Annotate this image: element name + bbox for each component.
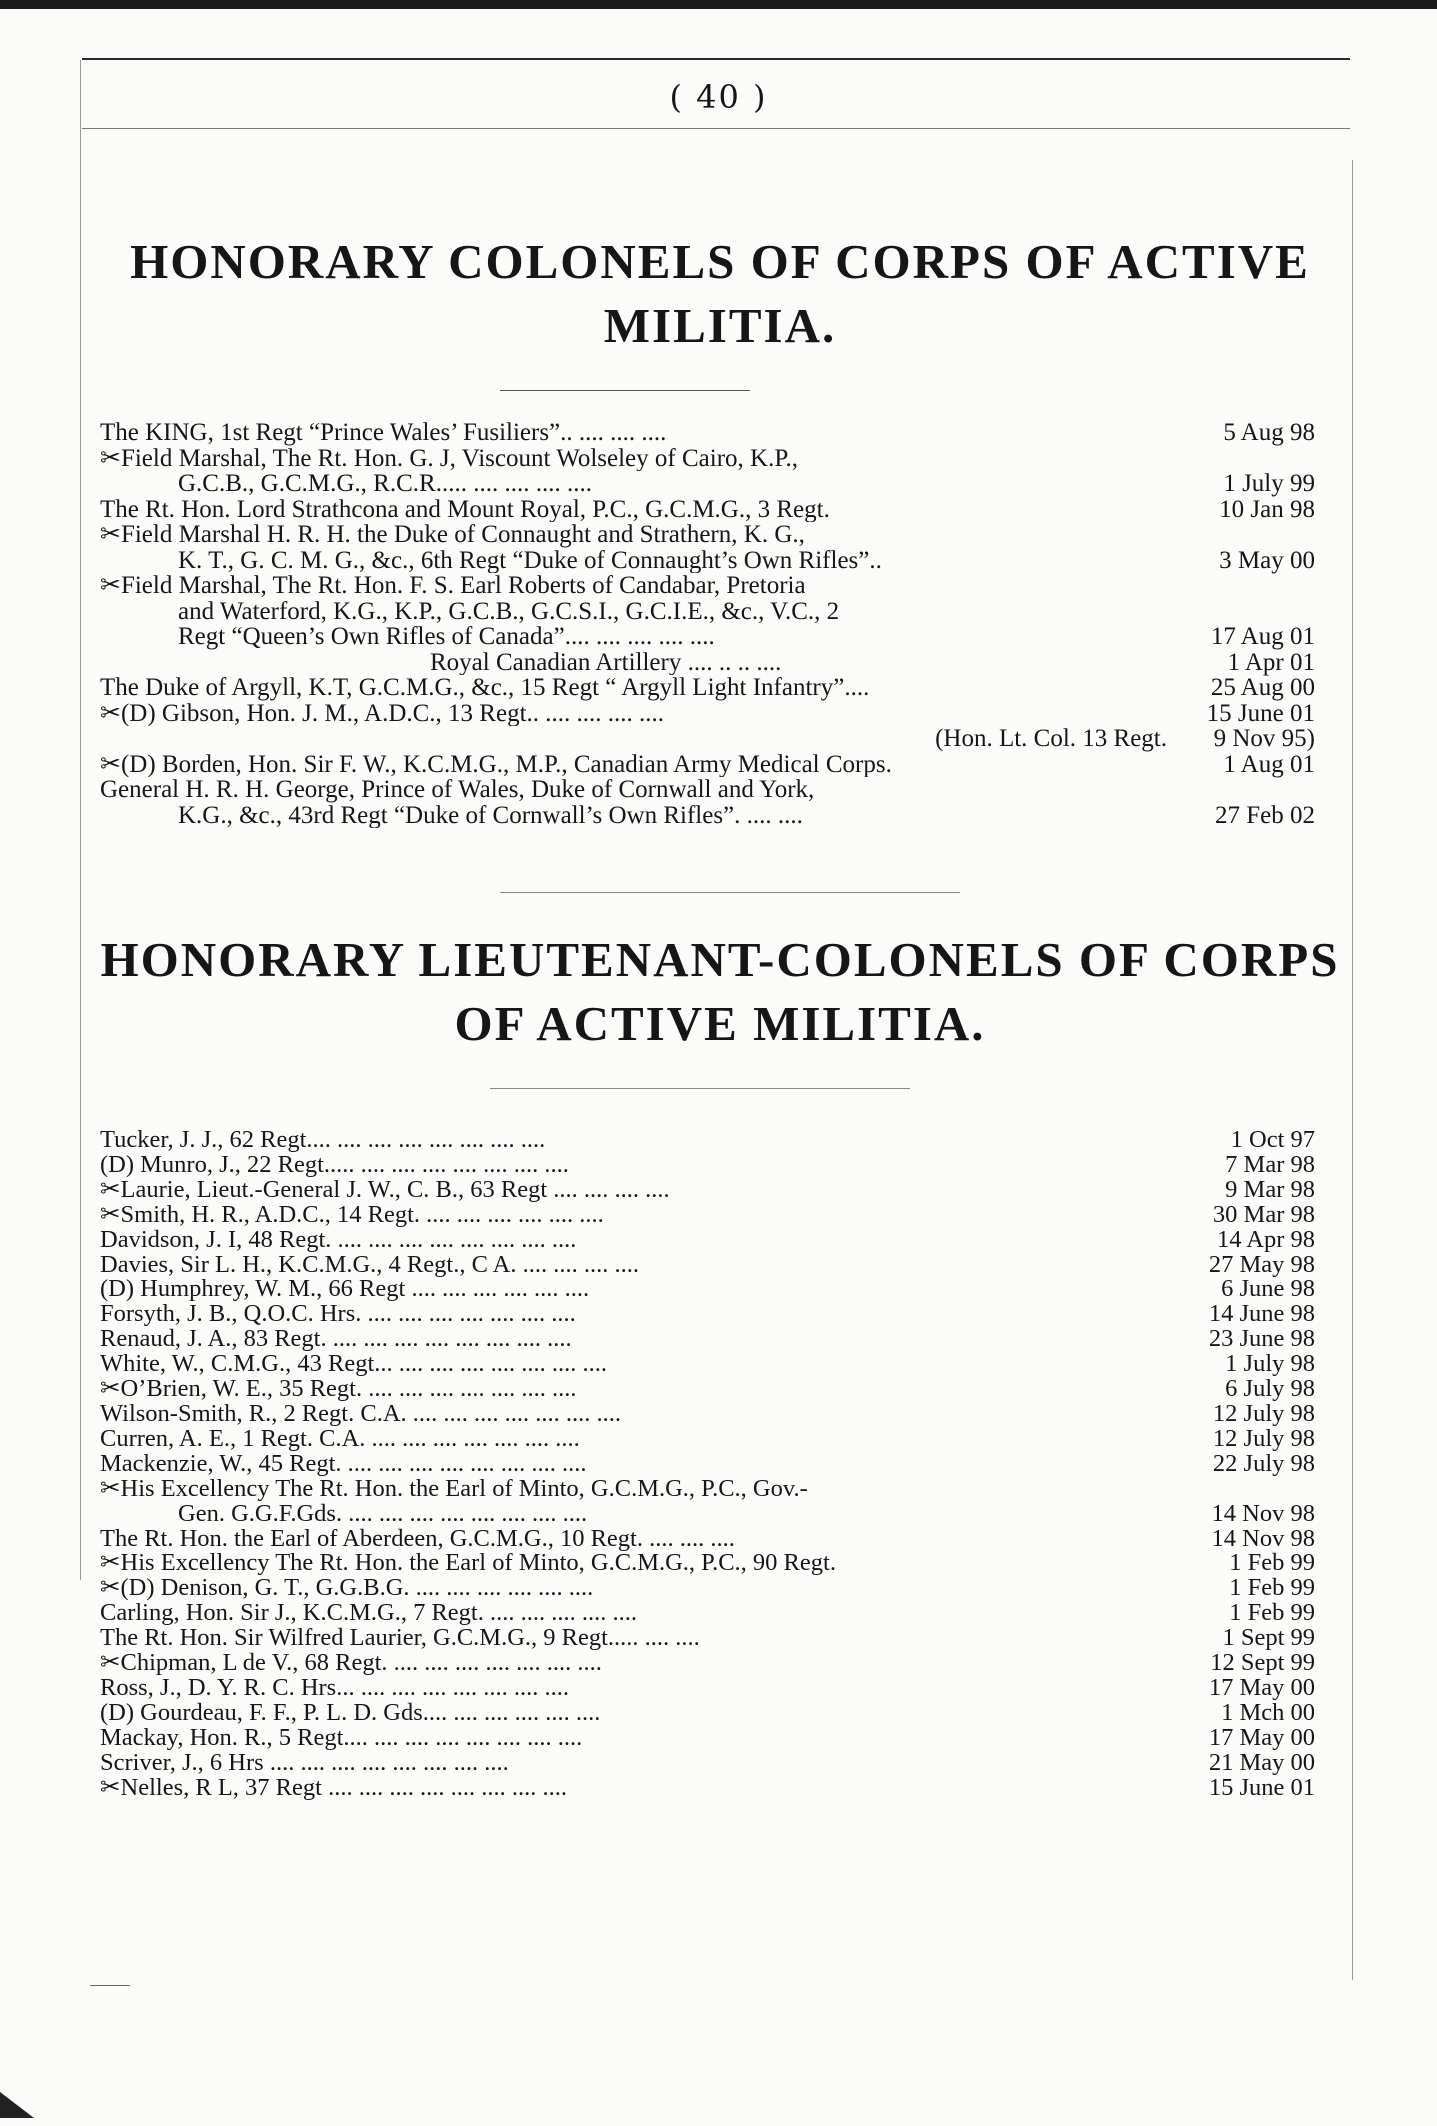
bottom-tick [90,1985,130,1986]
list-item [100,1225,1315,1253]
entry-text: Mackay, Hon. R., 5 Regt.... .... .... .... .... .... .... .... [100,1725,583,1751]
entry-date: 7 Mar 98 [1225,1150,1315,1178]
entry-text: Curren, A. E., 1 Regt. C.A. .... .... .... .... .... .... .... [100,1426,580,1452]
list-item [100,803,1315,829]
entry-date: 25 Aug 00 [1210,674,1315,701]
entry-text: (D) Humphrey, W. M., 66 Regt .... .... .... .... .... .... [100,1277,590,1303]
entry-text: ✂(D) Denison, G. T., G.G.B.G. .... .... .... .... .... .... [100,1576,594,1602]
section2-title [90,928,1350,1056]
list-item [100,471,1315,497]
section1-list [100,420,1315,828]
list-item [100,1698,1315,1726]
entry-text: (D) Munro, J., 22 Regt..... .... .... .... .... .... .... .... [100,1152,569,1178]
entry-date: 1 Feb 99 [1229,1574,1315,1602]
entry-text: Wilson-Smith, R., 2 Regt. C.A. .... .... .... .... .... .... .... [100,1401,622,1427]
entry-text: and Waterford, K.G., K.P., G.C.B., G.C.S.I., G.C.I.E., &c., V.C., 2 [178,598,840,624]
entry-text: Davies, Sir L. H., K.C.M.G., 4 Regt., C A. .... .... .... .... [100,1252,639,1278]
entry-text: ✂Chipman, L de V., 68 Regt. .... .... .... .... .... .... .... [100,1651,602,1676]
entry-date: 17 Aug 01 [1210,623,1315,650]
entry-text: (D) Gourdeau, F. F., P. L. D. Gds.... .... .... .... .... .... [100,1700,601,1726]
section2-list [100,1128,1315,1800]
list-item [100,1748,1315,1776]
entry-text: ✂Nelles, R L, 37 Regt .... .... .... .... .... .... .... .... [100,1775,567,1801]
list-item [100,777,1315,803]
entry-date: 1 July 99 [1223,470,1315,497]
section1-title [90,230,1350,358]
list-item [100,1673,1315,1701]
entry-text: Scriver, J., 6 Hrs .... .... .... .... .... .... .... .... [100,1750,509,1776]
left-margin-line [80,60,81,1580]
entry-text: The Duke of Argyll, K.T, G.C.M.G., &c., 15 Regt “ Argyll Light Infantry”.... [100,675,870,701]
entry-date: 14 Apr 98 [1217,1225,1315,1253]
list-item [100,1175,1315,1203]
entry-text: The Rt. Hon. Lord Strathcona and Mount Royal, P.C., G.C.M.G., 3 Regt. [100,496,830,522]
list-item [100,1399,1315,1427]
list-item [100,1250,1315,1278]
list-item [100,675,1315,701]
scan-top-border [0,0,1437,9]
entry-text: K. T., G. C. M. G., &c., 6th Regt “Duke of Connaught’s Own Rifles”.. [178,547,882,573]
list-item [100,1723,1315,1751]
entry-text: Gen. G.G.F.Gds. .... .... .... .... .... .... .... .... [178,1501,588,1527]
list-item [100,1200,1315,1228]
entry-text: General H. R. H. George, Prince of Wales, Duke of Cornwall and York, [100,777,815,803]
list-item [100,1499,1315,1527]
entry-text: ✂Field Marshal, The Rt. Hon. G. J, Viscount Wolseley of Cairo, K.P., [100,445,798,471]
entry-date: 1 Sept 99 [1222,1624,1315,1652]
entry-date: 1 Feb 99 [1229,1599,1315,1627]
entry-text: ✂His Excellency The Rt. Hon. the Earl of Minto, G.C.M.G., P.C., 90 Regt. [100,1551,836,1577]
list-item [100,420,1315,446]
list-item [100,1601,1315,1626]
entry-date: 14 Nov 98 [1211,1499,1315,1527]
page-number: ( 40 ) [669,78,768,116]
entry-date: 17 May 00 [1208,1723,1315,1751]
right-margin-line [1352,160,1353,1980]
entry-text: K.G., &c., 43rd Regt “Duke of Cornwall’s Own Rifles”. .... .... [178,802,803,828]
entry-text: G.C.B., G.C.M.G., R.C.R..... .... .... .... .... [178,471,592,497]
list-item [100,726,1315,752]
entry-text: The KING, 1st Regt “Prince Wales’ Fusiliers”.. .... .... .... [100,420,667,446]
list-item [100,701,1315,727]
entry-text: Royal Canadian Artillery .... .. .. .... [430,649,782,675]
entry-text: ✂(D) Borden, Hon. Sir F. W., K.C.M.G., M.P., Canadian Army Medical Corps. [100,751,892,777]
list-item [100,446,1315,472]
list-item [100,1424,1315,1452]
page-corner-mark [0,2092,34,2118]
entry-date: 9 Mar 98 [1225,1175,1315,1203]
entry-text: Regt “Queen’s Own Rifles of Canada”.... .... .... .... .... [178,624,715,650]
list-item [100,522,1315,548]
entry-text: ✂Laurie, Lieut.-General J. W., C. B., 63 Regt .... .... .... .... [100,1177,670,1203]
entry-date: 1 Aug 01 [1223,750,1315,778]
entry-date: 6 June 98 [1221,1275,1315,1303]
entry-date: 1 July 98 [1225,1350,1315,1378]
entry-text: Carling, Hon. Sir J., K.C.M.G., 7 Regt. .... .... .... .... .... [100,1601,637,1627]
list-item [100,1277,1315,1302]
entry-text: ✂His Excellency The Rt. Hon. the Earl of Minto, G.C.M.G., P.C., Gov.- [100,1476,808,1502]
list-item [100,1302,1315,1327]
entry-text: ✂Field Marshal H. R. H. the Duke of Connaught and Strathern, K. G., [100,522,805,548]
entry-text: The Rt. Hon. the Earl of Aberdeen, G.C.M.G., 10 Regt. .... .... .... [100,1526,735,1552]
entry-text: White, W., C.M.G., 43 Regt... .... .... .... .... .... .... .... [100,1352,608,1378]
list-item [100,1576,1315,1601]
section-separator [500,892,960,893]
entry-date: 22 July 98 [1212,1449,1315,1477]
entry-text: ✂O’Brien, W. E., 35 Regt. .... .... .... .... .... .... .... [100,1377,577,1402]
list-item [100,1651,1315,1676]
list-item [100,1449,1315,1477]
entry-date: 10 Jan 98 [1219,495,1315,523]
list-item [100,624,1315,650]
list-item [100,1352,1315,1377]
entry-date: 3 May 00 [1219,546,1315,574]
entry-text: (Hon. Lt. Col. 13 Regt. [935,726,1167,752]
list-item [100,650,1315,676]
header-rule [82,128,1350,129]
entry-text: The Rt. Hon. Sir Wilfred Laurier, G.C.M.G., 9 Regt..... .... .... [100,1626,700,1652]
list-item [100,1327,1315,1352]
entry-date: 23 June 98 [1208,1325,1315,1353]
entry-date: 30 Mar 98 [1212,1200,1315,1228]
section1-divider [500,390,750,391]
entry-date: 12 Sept 99 [1210,1649,1315,1677]
list-item [100,1477,1315,1502]
entry-text: Mackenzie, W., 45 Regt. .... .... .... .... .... .... .... .... [100,1451,587,1477]
list-item [100,1128,1315,1153]
entry-date: 15 June 01 [1208,1773,1315,1801]
entry-text: Ross, J., D. Y. R. C. Hrs... .... .... .... .... .... .... .... [100,1675,569,1701]
entry-date: 14 Nov 98 [1211,1524,1315,1552]
list-item [100,752,1315,778]
list-item [100,599,1315,625]
list-item [100,1551,1315,1576]
entry-date: 9 Nov 95) [1213,725,1315,752]
section1-title-line2: MILITIA. [603,298,837,353]
section1-title-line1: HONORARY COLONELS OF CORPS OF ACTIVE [130,234,1310,289]
entry-text: ✂(D) Gibson, Hon. J. M., A.D.C., 13 Regt.. .... .... .... .... [100,700,665,726]
entry-text: Renaud, J. A., 83 Regt. .... .... .... .... .... .... .... .... [100,1327,572,1353]
list-item [100,1524,1315,1552]
entry-text: Davidson, J. I, 48 Regt. .... .... .... .... .... .... .... .... [100,1227,577,1253]
entry-date: 6 July 98 [1225,1375,1315,1403]
section2-title-line1: HONORARY LIEUTENANT-COLONELS OF CORPS [100,932,1340,987]
section2-divider [490,1088,910,1089]
entry-date: 1 Oct 97 [1230,1126,1315,1153]
entry-date: 1 Apr 01 [1227,648,1315,676]
entry-date: 15 June 01 [1206,699,1315,727]
list-item [100,1150,1315,1178]
entry-text: ✂Field Marshal, The Rt. Hon. F. S. Earl Roberts of Candabar, Pretoria [100,573,806,599]
section2-title-line2: OF ACTIVE MILITIA. [454,996,986,1051]
entry-text: ✂Smith, H. R., A.D.C., 14 Regt. .... .... .... .... .... .... [100,1202,604,1228]
entry-text: Tucker, J. J., 62 Regt.... .... .... .... .... .... .... .... [100,1128,546,1153]
entry-text: Forsyth, J. B., Q.O.C. Hrs. .... .... .... .... .... .... .... [100,1302,576,1328]
entry-date: 27 Feb 02 [1215,801,1315,829]
entry-date: 1 Mch 00 [1221,1698,1315,1726]
entry-date: 14 June 98 [1208,1300,1315,1328]
list-item [100,497,1315,523]
list-item [100,573,1315,599]
list-item [100,1377,1315,1402]
entry-date: 27 May 98 [1208,1250,1315,1278]
list-item [100,1626,1315,1651]
entry-date: 1 Feb 99 [1229,1549,1315,1577]
entry-date: 12 July 98 [1212,1424,1315,1452]
entry-date: 5 Aug 98 [1223,419,1315,446]
top-rule [82,58,1350,60]
list-item [100,1773,1315,1801]
entry-date: 12 July 98 [1212,1399,1315,1427]
list-item [100,548,1315,574]
entry-date: 17 May 00 [1208,1673,1315,1701]
entry-date: 21 May 00 [1208,1748,1315,1776]
